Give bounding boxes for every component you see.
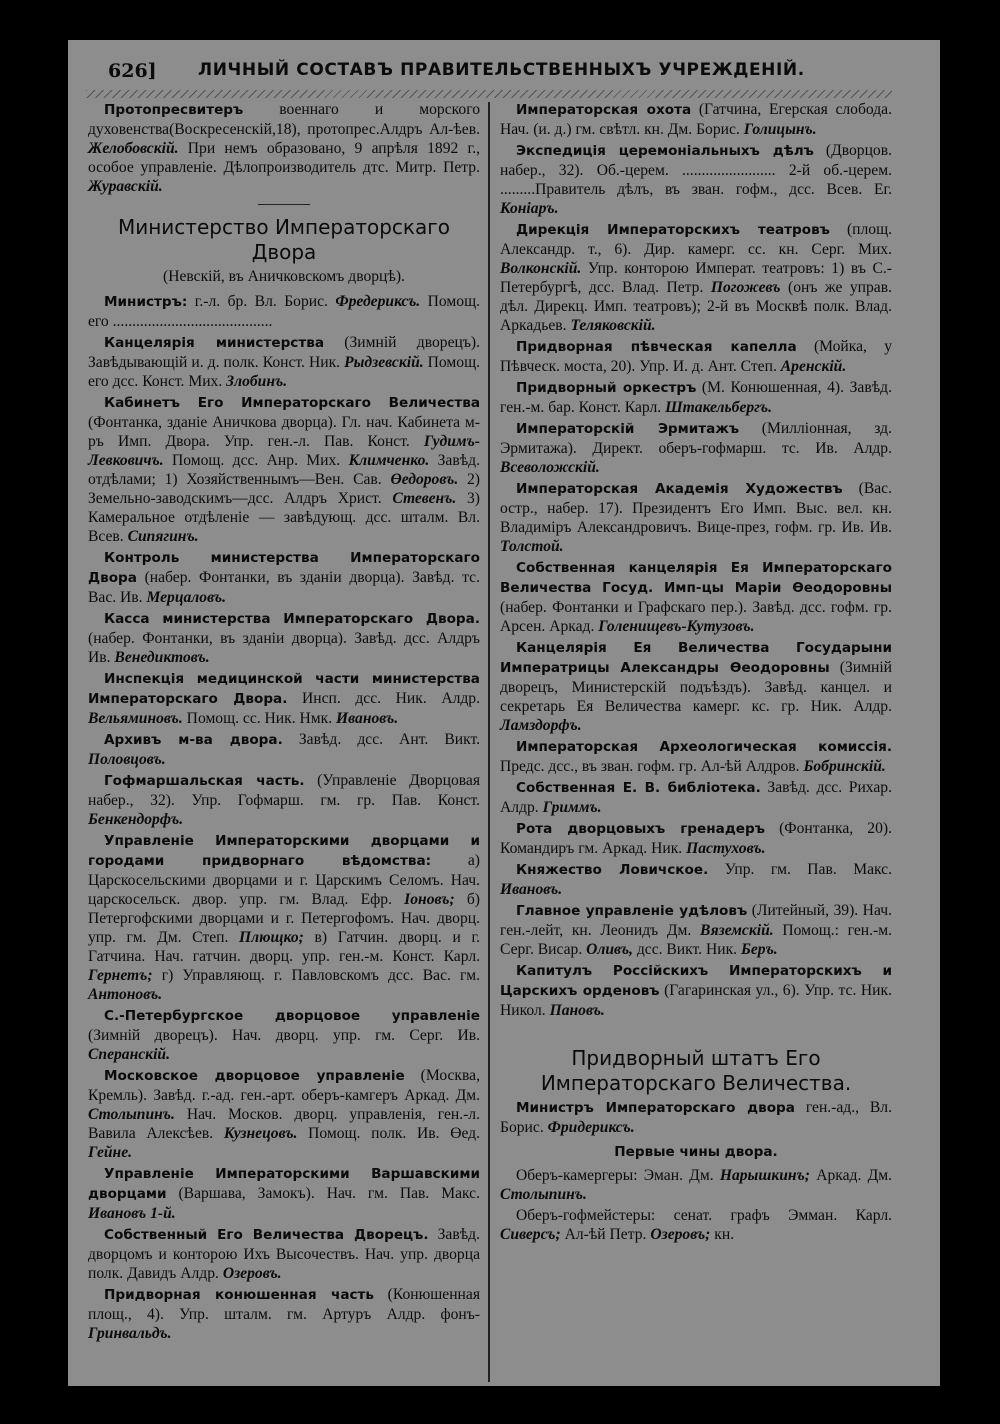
entry: Собственный Его Величества Дворецъ. Завѣд. дворцомъ и конторою Ихъ Высочествъ. Нач. упр. дворца полк. Давидъ Алдр. Озеровъ. — [88, 1226, 481, 1282]
document-page — [68, 40, 940, 1386]
running-title: ЛИЧНЫЙ СОСТАВЪ ПРАВИТЕЛЬСТВЕННЫХЪ УЧРЕЖДЕНIЙ. — [198, 60, 805, 80]
entry: Императорскiй Эрмитажъ (Миллiонная, зд. Эрмитажа). Директ. оберъ-гофмарш. тс. Ив. Алдр. Всеволожскiй. — [500, 420, 892, 476]
section-title: Министерство Императорскаго Двора — [117, 215, 451, 264]
subsection-title: Первые чины двора. — [614, 1144, 778, 1160]
column-rule — [488, 102, 490, 1382]
entry: Архивъ м-ва двора. Завѣд. дсс. Ант. Викт. Половцовъ. — [88, 731, 481, 768]
entry: Управленiе Императорскими Варшавскими дворцами (Варшава, Замокъ). Нач. гм. Пав. Макс. Ивановъ 1-й. — [88, 1166, 480, 1222]
entry: Княжество Ловичское. Упр. гм. Пав. Макс. Ивановъ. — [500, 861, 892, 898]
entry: Протопресвитеръ военнаго и морского духовенства(Воскресенскiй,18), протопрес.Алдръ Ал-ѣев. Желобовскiй. При немъ образовано, 9 апрѣля 1892 г., особое управленiе. Дѣлопроизводитель дтс. Митр. Петр. Журавскiй. — [88, 101, 480, 195]
section-title: Придворный штатъ Его Императорскаго Величества. — [540, 1046, 852, 1095]
entry: Собственная канцелярiя Ея Императорскаго Величества Госуд. Имп-цы Марiи Өеодоровны (набер. Фонтанки и Графскаго пер.). Завѣд. дсс. гофм. гр. Арсен. Аркад. Голенищевъ-Кутузовъ. — [500, 560, 892, 635]
entry: Придворный оркестръ (М. Конюшенная, 4). Завѣд. ген.-м. бар. Конст. Карл. Штакельбергъ. — [500, 379, 892, 416]
right-column — [500, 100, 892, 1246]
section-subtitle: (Невскiй, въ Аничковскомъ дворцѣ). — [163, 268, 405, 285]
page-header — [108, 54, 898, 88]
section-rule — [258, 204, 310, 205]
entry: Придворная конюшенная часть (Конюшенная площ., 4). Упр. шталм. гм. Артуръ Алдр. фонъ-Гринвальдъ. — [88, 1286, 480, 1342]
entry: Канцелярiя министерства (Зимнiй дворецъ). Завѣдывающiй и. д. полк. Конст. Ник. Рыдзевскiй. Помощ. его дсс. Конст. Мих. Злобинъ. — [88, 334, 481, 390]
entry: С.-Петербургское дворцовое управленiе (Зимнiй дворецъ). Нач. дворц. упр. гм. Серг. Ив. Сперанскiй. — [88, 1008, 480, 1063]
wavy-divider — [86, 90, 892, 98]
left-column — [88, 100, 480, 1345]
page-number: 626] — [108, 60, 157, 82]
entry: Придворная пѣвческая капелла (Мойка, у Пѣвческ. моста, 20). Упр. И. д. Ант. Степ. Аренскiй. — [500, 338, 892, 375]
entry: Собственная Е. В. библiотека. Завѣд. дсс. Рихар. Алдр. Гриммъ. — [500, 779, 892, 816]
entry: Министръ Императорскаго двора ген.-ад., Вл. Борис. Фридериксъ. — [500, 1099, 892, 1136]
entry: Рота дворцовыхъ гренадеръ (Фонтанка, 20). Командиръ гм. Аркад. Ник. Пастуховъ. — [500, 820, 892, 857]
entry: Кабинетъ Его Императорскаго Величества (Фонтанка, зданiе Аничкова дворца). Гл. нач. Кабинета м-ръ Имп. Двора. Упр. ген.-л. Пав. Конст. Гудимъ-Левковичъ. Помощ. дсс. Анр. Мих. Климченко. Завѣд. отдѣлами; 1) Хозяйственнымъ—Вен. Сав. Өедоровъ. 2) Земельно-заводскимъ—дсс. Алдръ Христ. Стевенъ. 3) Камеральное отдѣленiе — завѣдующ. дсс. шталм. Вл. Всев. Сипягинъ. — [88, 395, 480, 545]
entry: Оберъ-гофмейстеры: сенат. графъ Эмман. Карл. Сиверсъ; Ал-ѣй Петр. Озеровъ; кн. — [500, 1207, 892, 1243]
entry: Императорская Академiя Художествъ (Вас. остр., набер. 17). Президентъ Его Имп. Выс. вел. кн. Владимiръ Александровичъ. Вице-през, гофм. гр. Ив. Ив. Толстой. — [500, 480, 892, 555]
entry: Экспедицiя церемонiальныхъ дѣлъ (Дворцов. набер., 32). Об.-церем. ........................ 2-й об.-церем. .........Правитель дѣлъ, въ зван. гофм., дсс. Всев. Ег. Конiаръ. — [500, 142, 892, 217]
entry: Главное управленiе удѣловъ (Литейный, 39). Нач. ген.-лейт, кн. Леонидъ Дм. Вяземскiй. Помощ.: ген.-м. Серг. Висар. Оливъ, дсс. Викт. Ник. Беръ. — [500, 902, 892, 958]
entry: Оберъ-камергеры: Эман. Дм. Нарышкинъ; Аркад. Дм. Столыпинъ. — [500, 1167, 892, 1203]
entry: Императорская Археологическая комиссiя. Предс. дсс., въ зван. гофм. гр. Ал-ѣй Алдров. Бобринскiй. — [500, 739, 892, 775]
entry: Касса министерства Императорскаго Двора. (набер. Фонтанки, въ зданiи дворца). Завѣд. дсс. Алдръ Ив. Венедиктовъ. — [88, 611, 480, 666]
entry: Императорская охота (Гатчина, Егерская слобода. Нач. (и. д.) гм. свѣтл. кн. Дм. Борис. Голицынъ. — [500, 101, 892, 138]
entry: Контроль министерства Императорскаго Двора (набер. Фонтанки, въ зданiи дворца). Завѣд. тс. Вас. Ив. Мерцаловъ. — [88, 550, 480, 606]
entry: Капитулъ Россiйскихъ Императорскихъ и Царскихъ орденовъ (Гагаринская ул., 6). Упр. тс. Ник. Никол. Пановъ. — [500, 963, 893, 1019]
entry: Инспекцiя медицинской части министерства Императорскаго Двора. Инсп. дсс. Ник. Алдр. Вельяминовъ. Помощ. сс. Ник. Нмк. Ивановъ. — [88, 671, 480, 727]
entry: Министръ: г.-л. бр. Вл. Борис. Фредериксъ. Помощ. его ......................................... — [88, 293, 480, 330]
entry: Гофмаршальская часть. (Управленiе Дворцовая набер., 32). Упр. Гофмарш. гм. гр. Пав. Конст. Бенкендорфъ. — [88, 772, 480, 828]
entry: Канцелярiя Ея Величества Государыни Императрицы Александры Өеодоровны (Зимнiй дворецъ, Министерскiй подъѣздъ). Завѣд. канцел. и секретарь Ея Величества камерг. кс. гр. Ник. Алдр. Ламздорфъ. — [500, 640, 893, 734]
entry: Дирекцiя Императорскихъ театровъ (площ. Александр. т., 6). Дир. камерг. сс. кн. Серг. Мих. Волконскiй. Упр. конторою Императ. театровъ: 1) въ С.-Петербургѣ, дсс. Влад. Петр. Погожевъ (онъ же управ. дѣл. Дирекц. Имп. театровъ); 2-й въ Москвѣ полк. Влад. Аркадьев. Теляковскiй. — [500, 221, 892, 334]
entry: Управленiе Императорскими дворцами и городами придворнаго вѣдомства: а) Царскосельскими дворцами и г. Царскимъ Селомъ. Нач. царскосельск. двор. упр. гм. Влад. Ефр. Iоновъ; б) Петергофскими дворцами и г. Петергофомъ. Нач. дворц. упр. гм. Дм. Степ. Плющко; в) Гатчин. дворц. и г. Гатчина. Нач. гатчин. дворц. упр. ген.-м. Конст. Карл. Гернетъ; г) Управляющ. г. Павловскомъ дсс. Вас. гм. Антоновъ. — [88, 833, 480, 1003]
entry: Московское дворцовое управленiе (Москва, Кремль). Завѣд. г.-ад. ген.-арт. оберъ-камгеръ Аркад. Дм. Столыпинъ. Нач. Москов. дворц. управленiя, ген.-л. Вавила Алексѣев. Кузнецовъ. Помощ. полк. Ив. Өед. Гейне. — [88, 1067, 480, 1161]
